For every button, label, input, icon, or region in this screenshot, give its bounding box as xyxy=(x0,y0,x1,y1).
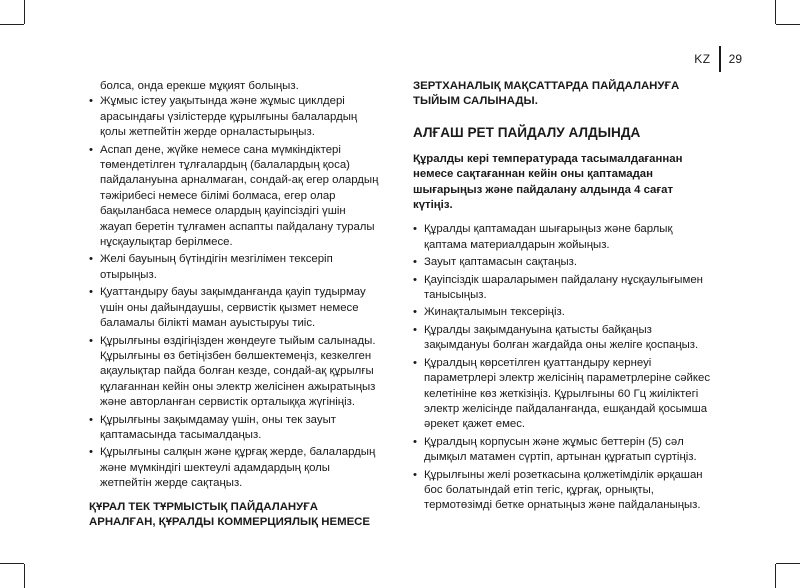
crop-mark xyxy=(0,563,24,564)
household-use-notice: ҚҰРАЛ ТЕК ТҰРМЫСТЫҚ ПАЙДАЛАНУҒА АРНАЛҒАН, ҚҰРАЛДЫ КОММЕРЦИЯЛЫҚ НЕМЕСЕ xyxy=(89,500,370,528)
page-header xyxy=(694,46,742,72)
list-item: • Жинақталымын тексеріңіз. xyxy=(413,305,713,320)
list-item: • Зауыт қаптамасын сақтаңыз. xyxy=(413,255,713,270)
continued-text: болса, онда ерекше мұқият болыңыз. xyxy=(100,80,299,92)
list-item: • Құрылғыны желі розеткасына қолжетімділік әрқашан бос болатындай етіп тегіс, құрғақ, орнықты, термотөзімді бетке орнатыңыз және пайдаланыңыз. xyxy=(413,468,713,514)
crop-mark xyxy=(775,0,776,24)
list-item: • Құрылғыны зақымдамау үшін, оны тек зауыт қаптамасында тасымалдаңыз. xyxy=(89,413,379,444)
page-number: 29 xyxy=(728,52,742,66)
section-title: АЛҒАШ РЕТ ПАЙДАЛУ АЛДЫНДА xyxy=(413,124,641,140)
list-item: • Құралды зақымдануына қатысты байқаңыз зақымдануы болған жағдайда оны желіге қоспаңыз. xyxy=(413,323,713,354)
crop-mark xyxy=(776,24,800,25)
list-item: • Қуаттандыру бауы зақымданғанда қауіп тудырмау үшін оны дайындаушы, сервистік қызмет немесе баламалы білікті маман ауыстыруы тиіс. xyxy=(89,285,379,331)
list-item: • Құралдың көрсетілген қуаттандыру кернеуі параметрлері электр желісінің параметрлеріне сәйкес келетініне көз жеткізіңіз. Құрылғыны 60 Гц жиіліктегі электр желісінде пайдаланғанда, ешқандай қосымша әрекет қажет емес. xyxy=(413,356,713,433)
first-use-list xyxy=(413,222,713,513)
left-column xyxy=(89,79,379,530)
list-item: • Аспап дене, жүйке немесе сана мүмкіндіктері төмендетілген тұлғалардың (балалардың қоса) пайдалануына арналмаған, сондай-ақ егер олардың тәжірибесі немесе білімі болмаса, егер олар бақыланбаса немесе олардың қауіпсіздігі үшін жауап беретін тұлғамен аспапты пайдалану туралы нұсқаулықтар берілмесе. xyxy=(89,143,379,251)
list-item: • Құрылғыны өздігіңізден жөндеуге тыйым салынады. Құрылғыны өз бетіңізбен бөлшектемеңіз, кезкелген ақаулықтар пайда болған кезде, сондай-ақ құрылғы құлағаннан кейін оны электр желісінен ажыратыңыз және авторланған сервистік орталыққа жүгініңіз. xyxy=(89,334,379,411)
crop-mark xyxy=(0,24,24,25)
crop-mark xyxy=(775,564,776,588)
lead-paragraph: Құралды кері температурада тасымалдағаннан немесе сақтағаннан кейін оны қаптамадан шығарыңыз және пайдалану алдында 4 сағат күтіңіз. xyxy=(413,152,683,212)
right-column xyxy=(413,79,713,516)
language-code: KZ xyxy=(694,52,711,66)
list-item: • Құралды қаптамадан шығарыңыз және барлық қаптама материалдарын жойыңыз. xyxy=(413,222,713,253)
list-item: • Құралдың корпусын және жұмыс беттерін (5) сәл дымқыл матамен сүртіп, артынан құрғатып сүртіңіз. xyxy=(413,435,713,466)
list-item: • Жұмыс істеу уақытында және жұмыс циклдері арасындағы үзілістерде құрылғыны балалардың қолы жетпейтін жерде орналастырыңыз. xyxy=(89,94,379,140)
safety-list xyxy=(89,94,379,491)
lab-use-notice: ЗЕРТХАНАЛЫҚ МАҚСАТТАРДА ПАЙДАЛАНУҒА ТЫЙЫМ САЛЫНАДЫ. xyxy=(413,80,680,108)
list-item: • Қауіпсіздік шараларымен пайдалану нұсқаулығымен танысыңыз. xyxy=(413,273,713,304)
crop-mark xyxy=(776,563,800,564)
list-item: • Желі бауының бүтіндігін мезгілімен тексеріп отырыңыз. xyxy=(89,252,379,283)
list-item: • Құрылғыны салқын және құрғақ жерде, балалардың және мүмкіндігі шектеулі адамдардың қолы жетпейтін жерде сақтаңыз. xyxy=(89,445,379,491)
header-divider xyxy=(719,46,721,72)
crop-mark xyxy=(24,0,25,24)
crop-mark xyxy=(24,564,25,588)
